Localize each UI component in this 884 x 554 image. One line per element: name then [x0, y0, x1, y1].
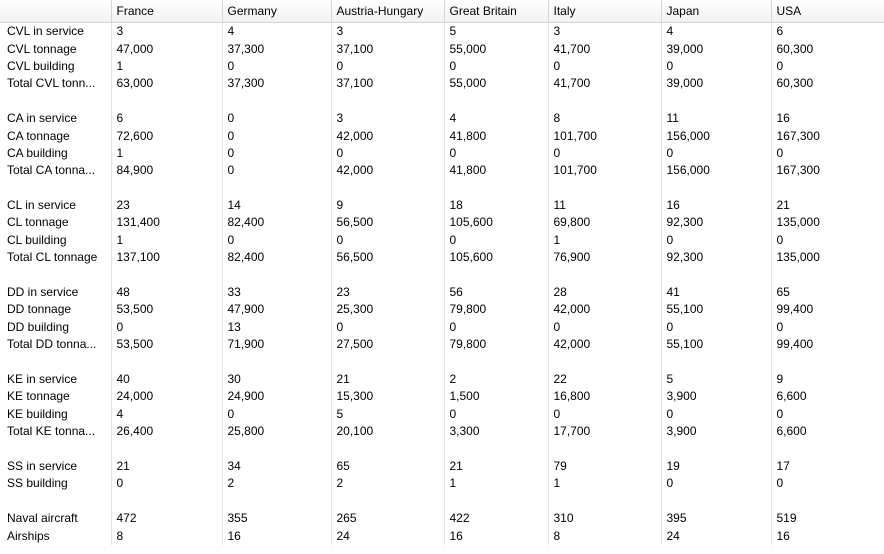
table-cell: 23: [331, 284, 444, 301]
table-cell: 0: [771, 145, 884, 162]
table-cell: 24: [331, 527, 444, 544]
table-cell: 0: [771, 58, 884, 75]
table-cell: 16,800: [548, 388, 661, 405]
spacer-cell: [771, 440, 884, 457]
table-row[interactable]: [0, 475, 884, 492]
table-cell: 8: [548, 527, 661, 544]
row-label: CA in service: [0, 110, 111, 127]
table-row[interactable]: [0, 214, 884, 231]
spacer-row: [0, 93, 884, 110]
table-cell: 37,300: [222, 75, 331, 92]
spacer-cell: [111, 93, 222, 110]
spacer-cell: [548, 353, 661, 370]
spacer-cell: [111, 180, 222, 197]
table-cell: 310: [548, 510, 661, 527]
row-label: KE building: [0, 406, 111, 423]
spacer-cell: [0, 266, 111, 283]
table-cell: 1: [444, 475, 548, 492]
table-row[interactable]: [0, 197, 884, 214]
column-header-france[interactable]: France: [111, 0, 222, 23]
table-cell: 1: [111, 58, 222, 75]
table-cell: 56,500: [331, 249, 444, 266]
table-row[interactable]: [0, 319, 884, 336]
table-cell: 21: [331, 371, 444, 388]
spacer-cell: [444, 266, 548, 283]
spacer-row: [0, 493, 884, 510]
table-cell: 0: [444, 232, 548, 249]
table-cell: 65: [771, 284, 884, 301]
row-label: CVL tonnage: [0, 40, 111, 57]
table-cell: 33: [222, 284, 331, 301]
row-label: DD building: [0, 319, 111, 336]
spacer-cell: [0, 180, 111, 197]
table-cell: 0: [222, 406, 331, 423]
spacer-row: [0, 266, 884, 283]
row-label: CVL in service: [0, 23, 111, 41]
table-row[interactable]: [0, 284, 884, 301]
table-cell: 101,700: [548, 162, 661, 179]
spacer-cell: [661, 93, 771, 110]
table-cell: 1: [548, 232, 661, 249]
table-cell: 355: [222, 510, 331, 527]
spacer-cell: [222, 440, 331, 457]
table-cell: 56: [444, 284, 548, 301]
table-row[interactable]: [0, 249, 884, 266]
table-cell: 265: [331, 510, 444, 527]
table-cell: 101,700: [548, 127, 661, 144]
table-cell: 9: [771, 371, 884, 388]
row-label: SS building: [0, 475, 111, 492]
spacer-cell: [111, 353, 222, 370]
table-cell: 0: [771, 475, 884, 492]
table-cell: 4: [444, 110, 548, 127]
table-cell: 53,500: [111, 301, 222, 318]
table-cell: 3,300: [444, 423, 548, 440]
row-label: SS in service: [0, 458, 111, 475]
column-header-japan[interactable]: Japan: [661, 0, 771, 23]
table-row[interactable]: [0, 510, 884, 527]
table-cell: 13: [222, 319, 331, 336]
table-cell: 0: [444, 406, 548, 423]
table-cell: 0: [771, 232, 884, 249]
table-cell: 5: [331, 406, 444, 423]
spacer-cell: [0, 493, 111, 510]
row-label: Total CA tonna...: [0, 162, 111, 179]
table-cell: 26,400: [111, 423, 222, 440]
table-cell: 22: [548, 371, 661, 388]
table-cell: 3: [331, 23, 444, 41]
table-cell: 63,000: [111, 75, 222, 92]
table-cell: 47,900: [222, 301, 331, 318]
table-cell: 0: [222, 145, 331, 162]
table-cell: 28: [548, 284, 661, 301]
spacer-cell: [661, 440, 771, 457]
spacer-cell: [0, 353, 111, 370]
table-cell: 105,600: [444, 249, 548, 266]
table-cell: 37,100: [331, 75, 444, 92]
table-cell: 41,800: [444, 162, 548, 179]
spacer-cell: [111, 266, 222, 283]
table-cell: 0: [222, 162, 331, 179]
table-cell: 55,100: [661, 336, 771, 353]
table-cell: 0: [771, 319, 884, 336]
table-cell: 92,300: [661, 214, 771, 231]
table-cell: 60,300: [771, 75, 884, 92]
table-row[interactable]: [0, 371, 884, 388]
table-cell: 41,700: [548, 40, 661, 57]
spacer-cell: [444, 440, 548, 457]
spacer-cell: [771, 93, 884, 110]
table-cell: 40: [111, 371, 222, 388]
table-cell: 42,000: [548, 336, 661, 353]
table-cell: 25,300: [331, 301, 444, 318]
row-label: CL tonnage: [0, 214, 111, 231]
row-label: CA tonnage: [0, 127, 111, 144]
table-cell: 135,000: [771, 214, 884, 231]
spacer-cell: [661, 493, 771, 510]
spacer-cell: [548, 493, 661, 510]
table-cell: 9: [331, 197, 444, 214]
table-cell: 82,400: [222, 249, 331, 266]
table-cell: 2: [331, 475, 444, 492]
spacer-cell: [661, 180, 771, 197]
table-cell: 0: [331, 319, 444, 336]
row-label: Airships: [0, 527, 111, 544]
table-cell: 0: [444, 145, 548, 162]
table-cell: 1: [111, 145, 222, 162]
spacer-row: [0, 180, 884, 197]
table-cell: 55,100: [661, 301, 771, 318]
row-label: KE in service: [0, 371, 111, 388]
table-cell: 37,300: [222, 40, 331, 57]
spacer-cell: [331, 266, 444, 283]
table-cell: 0: [661, 406, 771, 423]
table-cell: 60,300: [771, 40, 884, 57]
table-cell: 41,800: [444, 127, 548, 144]
row-label: Total CL tonnage: [0, 249, 111, 266]
table-row[interactable]: [0, 301, 884, 318]
table-cell: 0: [331, 58, 444, 75]
table-cell: 24,000: [111, 388, 222, 405]
column-header-italy[interactable]: Italy: [548, 0, 661, 23]
table-cell: 0: [331, 232, 444, 249]
spacer-cell: [0, 93, 111, 110]
spacer-cell: [548, 440, 661, 457]
table-cell: 18: [444, 197, 548, 214]
table-row[interactable]: [0, 145, 884, 162]
table-cell: 16: [222, 527, 331, 544]
table-cell: 2: [444, 371, 548, 388]
spacer-cell: [331, 440, 444, 457]
row-label: Naval aircraft: [0, 510, 111, 527]
table-cell: 105,600: [444, 214, 548, 231]
table-cell: 76,900: [548, 249, 661, 266]
table-cell: 6: [111, 110, 222, 127]
table-cell: 99,400: [771, 301, 884, 318]
table-cell: 6: [771, 23, 884, 41]
row-label: Total DD tonna...: [0, 336, 111, 353]
column-header-austria-hungary[interactable]: Austria-Hungary: [331, 0, 444, 23]
table-cell: 20,100: [331, 423, 444, 440]
table-cell: 16: [771, 110, 884, 127]
table-cell: 41,700: [548, 75, 661, 92]
row-label: KE tonnage: [0, 388, 111, 405]
table-cell: 48: [111, 284, 222, 301]
table-cell: 0: [548, 319, 661, 336]
spacer-cell: [331, 180, 444, 197]
table-cell: 135,000: [771, 249, 884, 266]
table-cell: 167,300: [771, 127, 884, 144]
table-cell: 53,500: [111, 336, 222, 353]
spacer-cell: [771, 180, 884, 197]
table-cell: 0: [661, 232, 771, 249]
spacer-cell: [444, 493, 548, 510]
table-cell: 65: [331, 458, 444, 475]
table-row[interactable]: [0, 527, 884, 544]
table-cell: 5: [444, 23, 548, 41]
table-cell: 42,000: [331, 162, 444, 179]
table-cell: 99,400: [771, 336, 884, 353]
table-cell: 8: [548, 110, 661, 127]
spacer-cell: [222, 353, 331, 370]
table-cell: 69,800: [548, 214, 661, 231]
table-cell: 11: [661, 110, 771, 127]
table-cell: 55,000: [444, 75, 548, 92]
table-cell: 472: [111, 510, 222, 527]
table-cell: 27,500: [331, 336, 444, 353]
spacer-cell: [111, 440, 222, 457]
spacer-cell: [222, 180, 331, 197]
table-cell: 21: [444, 458, 548, 475]
table-cell: 0: [222, 127, 331, 144]
table-cell: 4: [661, 23, 771, 41]
table-cell: 0: [111, 475, 222, 492]
table-cell: 37,100: [331, 40, 444, 57]
table-cell: 21: [771, 197, 884, 214]
table-cell: 24: [661, 527, 771, 544]
column-header-usa[interactable]: USA: [771, 0, 884, 23]
table-cell: 0: [661, 475, 771, 492]
row-label: CL building: [0, 232, 111, 249]
table-cell: 137,100: [111, 249, 222, 266]
table-cell: 4: [222, 23, 331, 41]
table-cell: 23: [111, 197, 222, 214]
table-cell: 0: [444, 319, 548, 336]
table-cell: 0: [661, 319, 771, 336]
table-cell: 0: [444, 58, 548, 75]
table-cell: 0: [331, 145, 444, 162]
table-cell: 24,900: [222, 388, 331, 405]
table-cell: 8: [111, 527, 222, 544]
table-cell: 156,000: [661, 162, 771, 179]
table-cell: 0: [222, 110, 331, 127]
table-cell: 0: [548, 145, 661, 162]
table-cell: 39,000: [661, 40, 771, 57]
header-row: [0, 0, 884, 23]
spacer-row: [0, 353, 884, 370]
table-row[interactable]: [0, 388, 884, 405]
row-label: DD tonnage: [0, 301, 111, 318]
row-label: Total KE tonna...: [0, 423, 111, 440]
table-cell: 3,900: [661, 388, 771, 405]
spacer-cell: [222, 493, 331, 510]
table-cell: 15,300: [331, 388, 444, 405]
table-cell: 17,700: [548, 423, 661, 440]
table-row[interactable]: [0, 336, 884, 353]
spacer-cell: [444, 353, 548, 370]
table-cell: 3: [548, 23, 661, 41]
table-cell: 1: [111, 232, 222, 249]
spacer-cell: [111, 493, 222, 510]
table-cell: 34: [222, 458, 331, 475]
spacer-cell: [771, 493, 884, 510]
table-row[interactable]: [0, 423, 884, 440]
table-cell: 0: [661, 145, 771, 162]
spacer-cell: [331, 353, 444, 370]
table-row[interactable]: [0, 58, 884, 75]
table-body: [0, 23, 884, 545]
table-cell: 82,400: [222, 214, 331, 231]
table-cell: 5: [661, 371, 771, 388]
table-cell: 1,500: [444, 388, 548, 405]
column-header-germany[interactable]: Germany: [222, 0, 331, 23]
row-label: CL in service: [0, 197, 111, 214]
row-label: CA building: [0, 145, 111, 162]
table-cell: 131,400: [111, 214, 222, 231]
table-cell: 11: [548, 197, 661, 214]
spacer-cell: [444, 93, 548, 110]
table-cell: 3: [331, 110, 444, 127]
table-cell: 0: [661, 58, 771, 75]
table-cell: 30: [222, 371, 331, 388]
table-cell: 84,900: [111, 162, 222, 179]
table-cell: 0: [548, 406, 661, 423]
table-cell: 0: [222, 58, 331, 75]
table-cell: 56,500: [331, 214, 444, 231]
row-label: CVL building: [0, 58, 111, 75]
table-row[interactable]: [0, 75, 884, 92]
spacer-cell: [548, 266, 661, 283]
spacer-cell: [661, 353, 771, 370]
table-cell: 47,000: [111, 40, 222, 57]
table-cell: 519: [771, 510, 884, 527]
spacer-cell: [222, 266, 331, 283]
table-cell: 156,000: [661, 127, 771, 144]
table-cell: 2: [222, 475, 331, 492]
table-header: [0, 0, 884, 23]
table-cell: 395: [661, 510, 771, 527]
table-cell: 167,300: [771, 162, 884, 179]
table-row[interactable]: [0, 127, 884, 144]
table-cell: 92,300: [661, 249, 771, 266]
spacer-cell: [771, 353, 884, 370]
table-cell: 72,600: [111, 127, 222, 144]
table-cell: 6,600: [771, 388, 884, 405]
column-header-label[interactable]: [0, 0, 111, 23]
table-cell: 422: [444, 510, 548, 527]
table-cell: 21: [111, 458, 222, 475]
table-cell: 16: [661, 197, 771, 214]
table-cell: 79,800: [444, 301, 548, 318]
table-row[interactable]: [0, 458, 884, 475]
spacer-cell: [222, 93, 331, 110]
table-cell: 3: [111, 23, 222, 41]
column-header-great-britain[interactable]: Great Britain: [444, 0, 548, 23]
spacer-cell: [771, 266, 884, 283]
table-cell: 17: [771, 458, 884, 475]
row-label: Total CVL tonn...: [0, 75, 111, 92]
table-row[interactable]: [0, 406, 884, 423]
table-row[interactable]: [0, 232, 884, 249]
table-cell: 55,000: [444, 40, 548, 57]
table-cell: 42,000: [548, 301, 661, 318]
table-row[interactable]: [0, 110, 884, 127]
table-cell: 16: [771, 527, 884, 544]
spacer-cell: [661, 266, 771, 283]
table-cell: 71,900: [222, 336, 331, 353]
spacer-cell: [331, 93, 444, 110]
table-row[interactable]: [0, 40, 884, 57]
table-row[interactable]: [0, 23, 884, 41]
table-cell: 79,800: [444, 336, 548, 353]
spacer-cell: [548, 93, 661, 110]
spacer-cell: [548, 180, 661, 197]
table-row[interactable]: [0, 162, 884, 179]
table-cell: 6,600: [771, 423, 884, 440]
spacer-cell: [444, 180, 548, 197]
table-cell: 16: [444, 527, 548, 544]
table-cell: 19: [661, 458, 771, 475]
table-cell: 41: [661, 284, 771, 301]
table-cell: 3,900: [661, 423, 771, 440]
row-label: DD in service: [0, 284, 111, 301]
table-cell: 14: [222, 197, 331, 214]
table-cell: 0: [548, 58, 661, 75]
table-cell: 0: [222, 232, 331, 249]
table-cell: 79: [548, 458, 661, 475]
table-cell: 42,000: [331, 127, 444, 144]
table-cell: 25,800: [222, 423, 331, 440]
table-cell: 4: [111, 406, 222, 423]
spacer-cell: [331, 493, 444, 510]
table-cell: 39,000: [661, 75, 771, 92]
table-cell: 0: [111, 319, 222, 336]
table-cell: 0: [771, 406, 884, 423]
table-cell: 1: [548, 475, 661, 492]
spacer-row: [0, 440, 884, 457]
spacer-cell: [0, 440, 111, 457]
